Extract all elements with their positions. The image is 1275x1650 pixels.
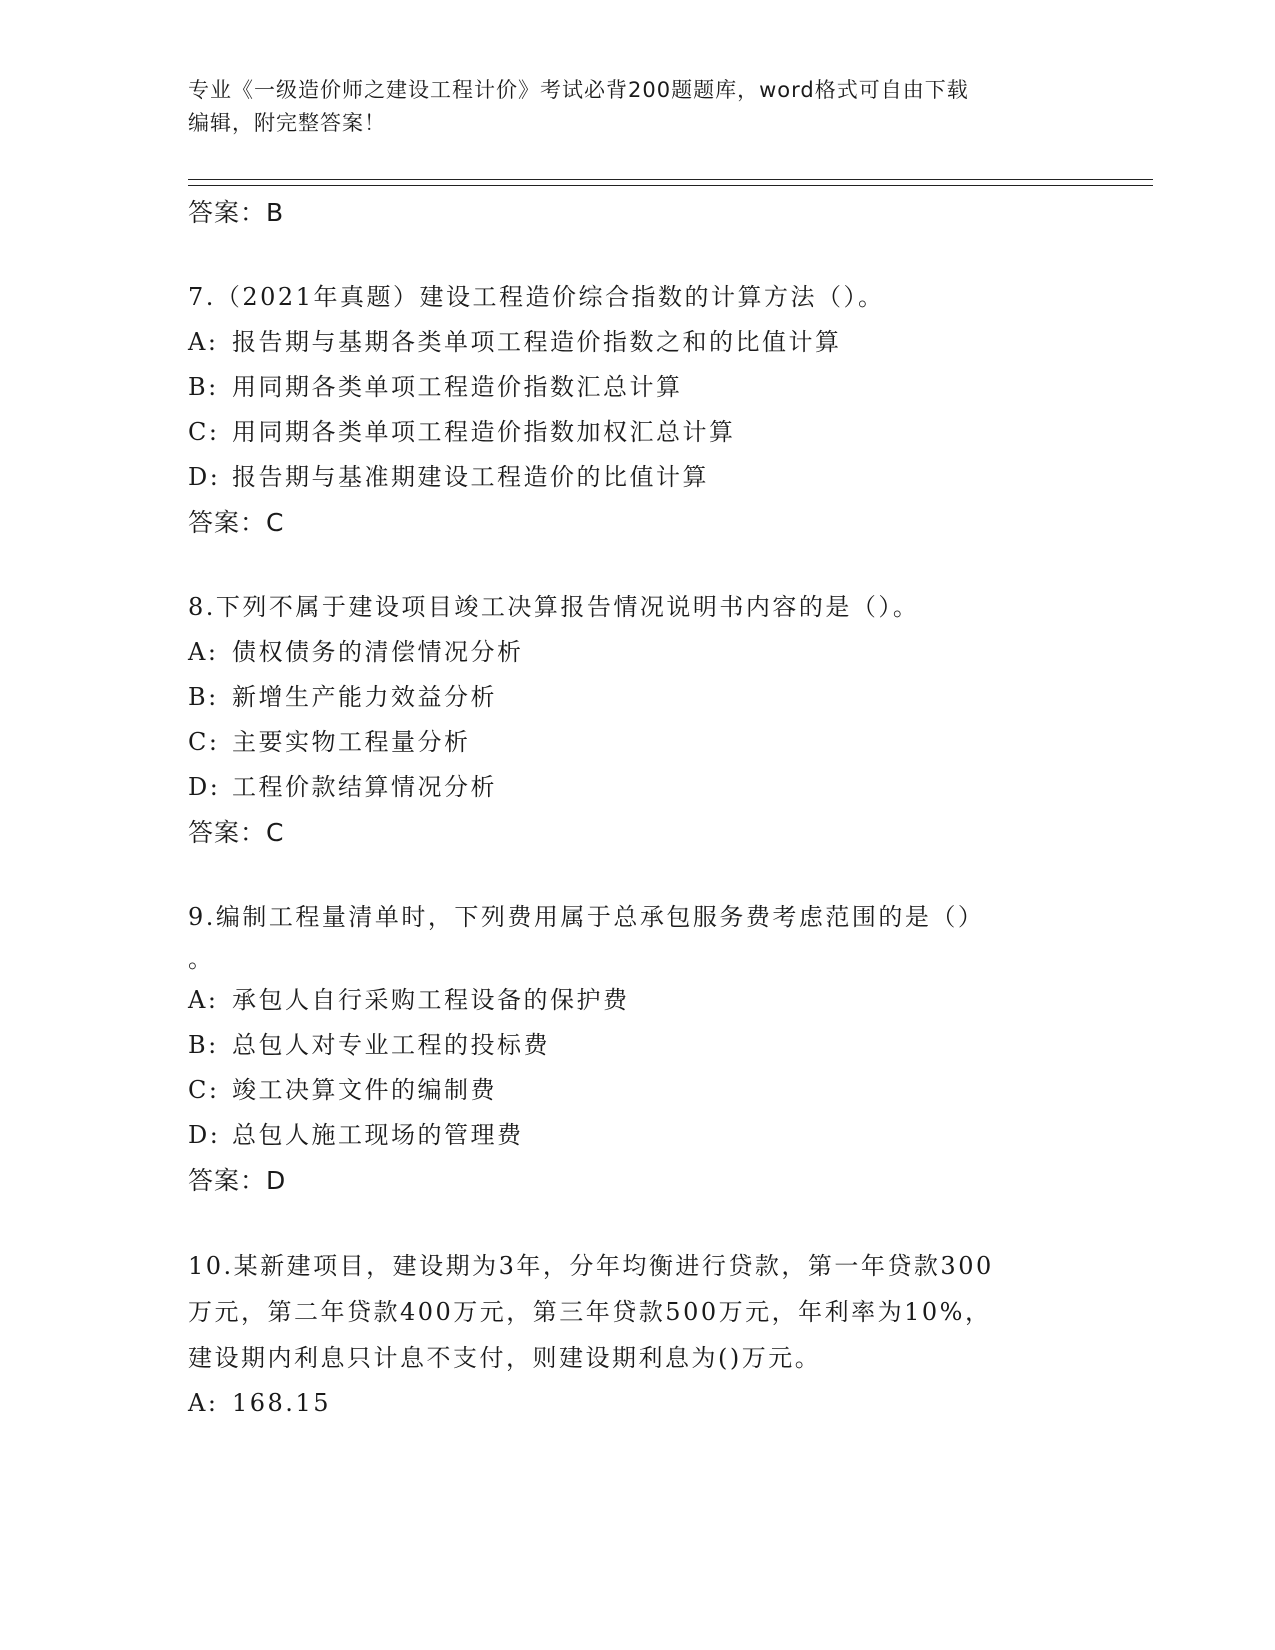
option-text: 报告期与基准期建设工程造价的比值计算	[232, 463, 709, 491]
question-8-answer: 答案：C	[188, 818, 285, 847]
option-text: 168.15	[232, 1389, 331, 1417]
question-10-title-line-3: 建设期内利息只计息不支付，则建设期利息为()万元。	[188, 1344, 822, 1372]
option-key: A:	[188, 638, 219, 666]
question-9-option-a	[188, 978, 1088, 1023]
option-key: A:	[188, 986, 219, 1014]
option-text: 总包人施工现场的管理费	[232, 1121, 524, 1149]
question-8	[188, 585, 1088, 855]
page-header	[188, 74, 1088, 140]
option-key: B:	[188, 373, 219, 401]
option-text: 用同期各类单项工程造价指数汇总计算	[232, 373, 683, 401]
option-key: D:	[188, 1121, 221, 1149]
option-key: B:	[188, 1031, 219, 1059]
option-text: 承包人自行采购工程设备的保护费	[232, 986, 630, 1014]
question-9-option-d	[188, 1113, 1088, 1158]
option-key: A:	[188, 1389, 219, 1417]
question-8-option-d	[188, 765, 1088, 810]
option-key: D:	[188, 463, 221, 491]
question-10	[188, 1243, 1088, 1426]
question-9-title: 9.编制工程量清单时，下列费用属于总承包服务费考虑范围的是（）	[188, 903, 985, 931]
answer-prev: 答案：B	[188, 198, 285, 227]
question-10-title-line-1: 10.某新建项目，建设期为3年，分年均衡进行贷款，第一年贷款300	[188, 1252, 994, 1280]
option-text: 主要实物工程量分析	[232, 728, 471, 756]
option-text: 新增生产能力效益分析	[232, 683, 497, 711]
question-9-title-continued: 。	[188, 945, 215, 973]
option-text: 竣工决算文件的编制费	[232, 1076, 497, 1104]
question-10-option-a	[188, 1381, 1088, 1426]
question-7-option-d	[188, 455, 1088, 500]
question-8-option-b	[188, 675, 1088, 720]
option-key: C:	[188, 728, 220, 756]
option-text: 工程价款结算情况分析	[232, 773, 497, 801]
question-7-answer: 答案：C	[188, 508, 285, 537]
option-text: 总包人对专业工程的投标费	[232, 1031, 550, 1059]
question-7-option-b	[188, 365, 1088, 410]
question-9-answer: 答案：D	[188, 1166, 287, 1195]
question-9	[188, 895, 1088, 1203]
question-8-option-a	[188, 630, 1088, 675]
question-10-title-line-2: 万元，第二年贷款400万元，第三年贷款500万元，年利率为10%，	[188, 1298, 992, 1326]
question-8-option-c	[188, 720, 1088, 765]
option-key: A:	[188, 328, 219, 356]
question-7-title: 7.（2021年真题）建设工程造价综合指数的计算方法（）。	[188, 283, 885, 311]
question-9-option-c	[188, 1068, 1088, 1113]
option-key: B:	[188, 683, 219, 711]
question-content	[188, 190, 1088, 1426]
option-key: D:	[188, 773, 221, 801]
header-line-1: 专业《一级造价师之建设工程计价》考试必背200题题库，word格式可自由下载	[188, 78, 969, 102]
header-divider	[188, 179, 1153, 186]
option-key: C:	[188, 418, 220, 446]
question-9-option-b	[188, 1023, 1088, 1068]
option-key: C:	[188, 1076, 220, 1104]
question-8-title: 8.下列不属于建设项目竣工决算报告情况说明书内容的是（）。	[188, 593, 920, 621]
option-text: 报告期与基期各类单项工程造价指数之和的比值计算	[232, 328, 842, 356]
question-7	[188, 275, 1088, 545]
question-7-option-c	[188, 410, 1088, 455]
question-7-option-a	[188, 320, 1088, 365]
option-text: 用同期各类单项工程造价指数加权汇总计算	[232, 418, 736, 446]
option-text: 债权债务的清偿情况分析	[232, 638, 524, 666]
header-line-2: 编辑，附完整答案！	[188, 111, 386, 135]
